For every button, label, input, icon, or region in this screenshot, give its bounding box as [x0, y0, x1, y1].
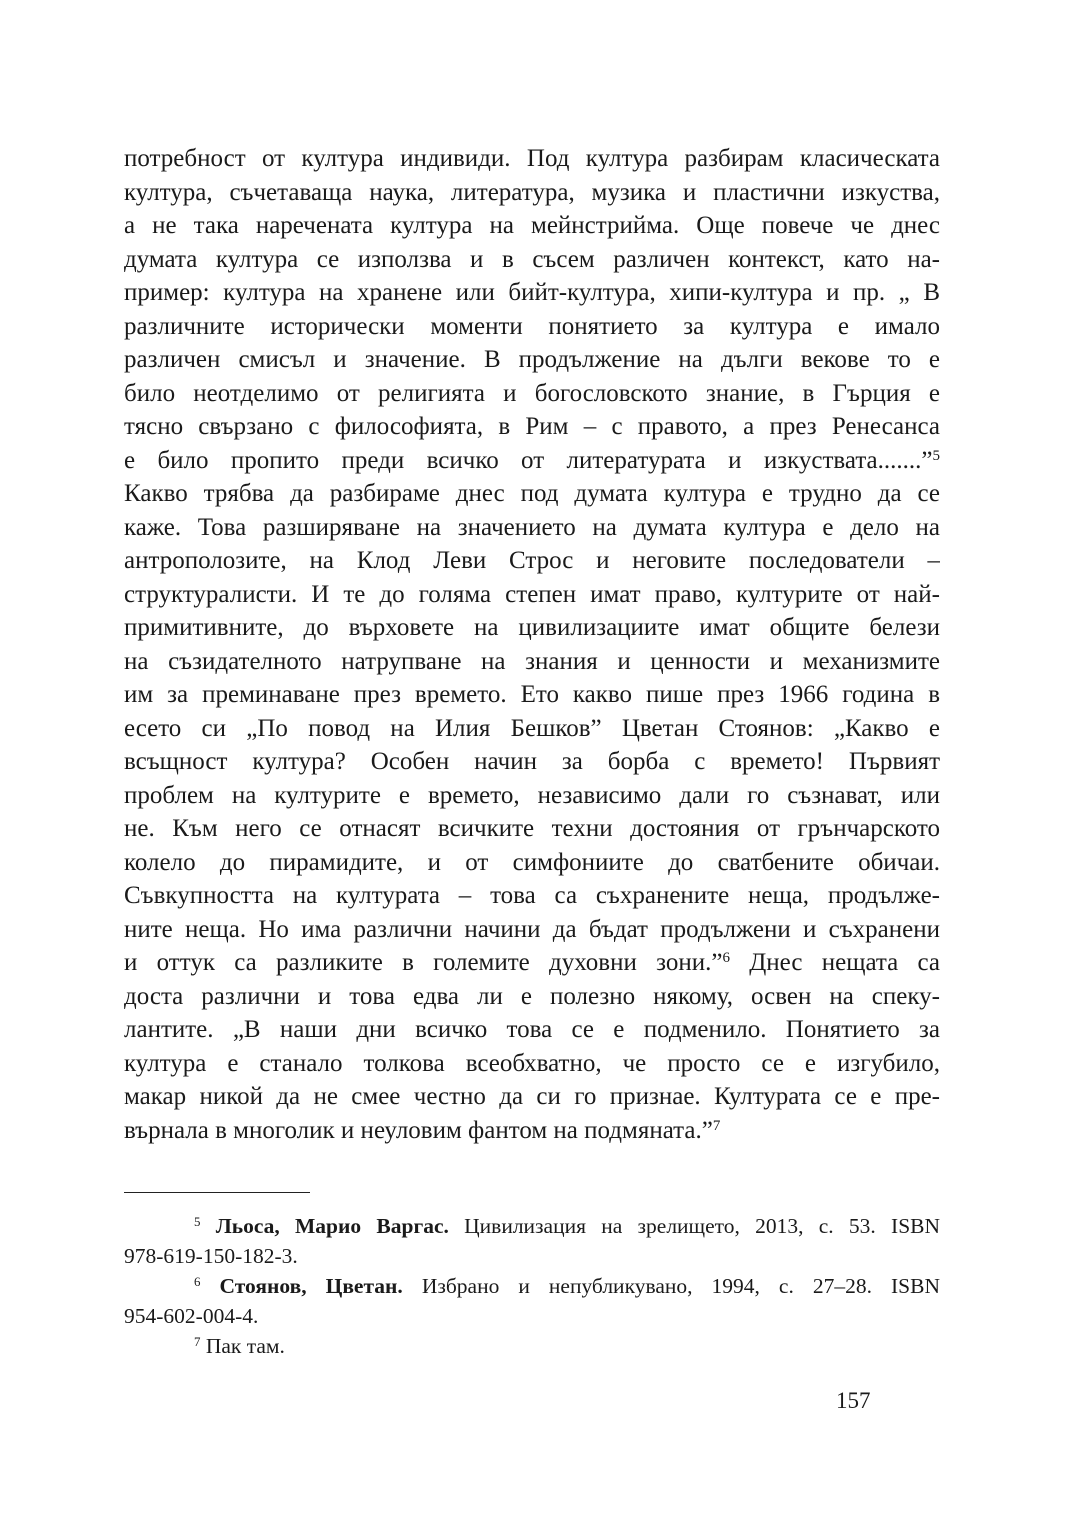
- footnote-text: Пак там.: [200, 1334, 285, 1358]
- text-segment: Днес нещата са: [729, 949, 940, 976]
- text-line: култура, съчетаваща наука, литература, музика и пластични изкуства,: [124, 178, 940, 206]
- footnote-author: Льоса, Марио Варгас.: [215, 1214, 449, 1238]
- footnote-number: 6: [194, 1274, 201, 1289]
- text-line: а не така наречената култура на мейнстрийма. Още повече че днес: [124, 212, 940, 239]
- page-number: 157: [836, 1388, 871, 1413]
- text-segment: е било пропито преди всичко от литературата и изкуствата.......”: [124, 446, 933, 474]
- text-line: пример: култура на хранене или бийт-култура, хипи-култура и пр. „ В: [124, 279, 940, 306]
- text-line: макар никой да не смее честно да си го признае. Културата се е пре-: [124, 1083, 940, 1110]
- text-line: ните неща. Но има различни начини да бъдат продължени и съхранени: [124, 915, 940, 943]
- text-line: различните исторически моменти понятието за култура е имало: [124, 312, 940, 340]
- text-segment: върнала в многолик и неуловим фантом на подмяната.”: [124, 1116, 713, 1144]
- text-line: различен смисъл и значение. В продължение на дълги векове то е: [124, 346, 940, 373]
- footnote-text: Избрано и непубликувано, 1994, с. 27–28. ISBN: [402, 1274, 940, 1298]
- text-line: доста различни и това едва ли е полезно някому, освен на спеку-: [124, 982, 940, 1010]
- text-line: думата култура се използва и в съсем различен контекст, като на-: [124, 245, 940, 273]
- text-segment: и оттук са разликите в големите духовни зони.”: [124, 949, 723, 976]
- text-line: есето си „По повод на Илия Бешков” Цветан Стоянов: „Какво е: [124, 714, 940, 742]
- text-line: [124, 946, 940, 980]
- text-line: антрополозите, на Клод Леви Строс и неговите последователи –: [124, 547, 940, 574]
- footnote-5-cont: 978-619-150-182-3.: [124, 1244, 298, 1268]
- text-line: [124, 444, 940, 478]
- text-line: не. Към него се отнасят всичките техни достояния от грънчарското: [124, 815, 940, 842]
- text-line: проблем на културите е времето, независимо дали го съзнават, или: [124, 781, 940, 809]
- text-line: структуралисти. И те до голяма степен имат право, културите от най-: [124, 580, 940, 608]
- text-line: на съзидателното натрупване на знания и ценности и механизмите: [124, 647, 940, 675]
- footnote-number: 5: [194, 1214, 201, 1229]
- footnotes: [124, 1211, 940, 1361]
- text-line: каже. Това разширяване на значението на думата култура е дело на: [124, 513, 940, 541]
- footnote-ref-6[interactable]: 6: [722, 949, 730, 966]
- footnote-6: [124, 1271, 940, 1301]
- text-line: колело до пирамидите, и от симфониите до сватбените обичаи.: [124, 848, 940, 876]
- text-line: [124, 1114, 940, 1148]
- footnote-ref-5[interactable]: 5: [932, 447, 940, 464]
- text-line: всъщност култура? Особен начин за борба с времето! Първият: [124, 748, 940, 775]
- footnote-7: [124, 1331, 940, 1361]
- footnote-author: Стоянов, Цветан.: [219, 1274, 403, 1298]
- text-line: примитивните, до върховете на цивилизациите имат общите белези: [124, 614, 940, 641]
- text-line: било неотделимо от религията и богословското знание, в Гърция е: [124, 379, 940, 407]
- text-line: тясно свързано с философията, в Рим – с правото, а през Ренесанса: [124, 413, 940, 440]
- text-line: лантите. „В наши дни всичко това се е подменило. Понятието за: [124, 1016, 940, 1043]
- text-line: Какво трябва да разбираме днес под думата култура е трудно да се: [124, 480, 940, 507]
- text-line: им за преминаване през времето. Ето какво пише през 1966 година в: [124, 681, 940, 708]
- text-line: култура е станало толкова всеобхватно, че просто се е изгубило,: [124, 1049, 940, 1077]
- text-line: Съвкупността на културата – това са съхранените неща, продълже-: [124, 882, 940, 909]
- text-line: потребност от култура индивиди. Под култура разбирам класическата: [124, 145, 940, 172]
- footnote-number: 7: [194, 1334, 201, 1349]
- footnote-text: Цивилизация на зрелището, 2013, с. 53. ISBN: [448, 1214, 940, 1238]
- body-text: [124, 142, 940, 1147]
- footnote-5: [124, 1211, 940, 1241]
- footnote-separator: [124, 1192, 310, 1193]
- footnote-6-cont: 954-602-004-4.: [124, 1304, 259, 1328]
- footnote-ref-7[interactable]: 7: [712, 1117, 721, 1134]
